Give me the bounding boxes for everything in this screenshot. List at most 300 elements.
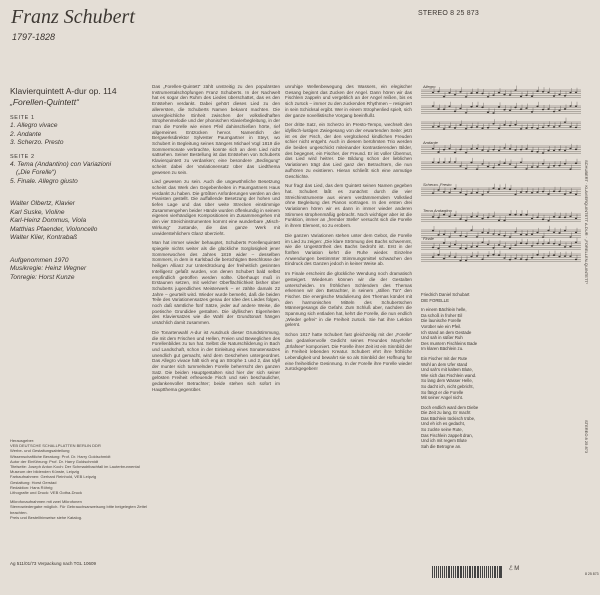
note-head xyxy=(459,218,461,220)
note-head xyxy=(470,246,472,248)
note-head xyxy=(454,231,456,233)
note-head xyxy=(437,234,439,236)
credit-line: Museum der bildenden Künste, Leipzig xyxy=(10,469,80,475)
poem-title: DIE FORELLE xyxy=(421,297,449,303)
poem-line: So lang dem Wasser Helle, xyxy=(421,378,473,384)
note-head xyxy=(536,151,538,153)
poem-line: Und eh ich es gedacht, xyxy=(421,421,465,427)
barcode-bar xyxy=(492,566,494,578)
note-head xyxy=(558,109,560,111)
barcode-bar xyxy=(457,566,459,578)
note-head xyxy=(498,234,500,236)
note-head xyxy=(553,150,555,152)
note-head xyxy=(525,214,527,216)
note-head xyxy=(564,255,566,257)
poem-line: Mit seiner Angel nicht. xyxy=(421,395,464,401)
note-head xyxy=(525,148,527,150)
note-head xyxy=(542,163,544,165)
recording-line: Tonregie: Horst Kunze xyxy=(10,273,75,281)
note-head xyxy=(509,148,511,150)
note-head xyxy=(498,164,500,166)
composer-years: 1797-1828 xyxy=(12,32,56,42)
note-head xyxy=(437,254,439,256)
note-head xyxy=(553,216,555,218)
note-head xyxy=(536,166,538,168)
note-head xyxy=(553,111,555,113)
barcode-bar xyxy=(460,566,461,578)
note-head xyxy=(531,111,533,113)
credit-line: Preis und Bestellhinweise siehe Katalog. xyxy=(10,514,83,520)
note-head xyxy=(481,194,483,196)
note-head xyxy=(443,258,445,260)
publisher-credits xyxy=(10,438,148,520)
barcode-bar xyxy=(494,566,496,578)
note-head xyxy=(558,149,560,151)
note-head xyxy=(454,152,456,154)
score-label: Finale xyxy=(423,236,434,241)
barcode-bar xyxy=(436,566,437,578)
note-head xyxy=(569,215,571,217)
poem-line: Im klaren Bächlein zu. xyxy=(421,346,464,352)
note-head xyxy=(520,108,522,110)
barcode-bar xyxy=(480,566,482,578)
note-head xyxy=(520,214,522,216)
note-head xyxy=(459,91,461,93)
note-head xyxy=(448,105,450,107)
note-head xyxy=(514,214,516,216)
recording-line: Musikregie: Heinz Wegner xyxy=(10,265,87,272)
note-head xyxy=(481,218,483,220)
note-head xyxy=(443,96,445,98)
barcode-bar xyxy=(467,566,468,578)
track-list-column xyxy=(10,86,142,282)
note-head xyxy=(503,235,505,237)
note-head xyxy=(487,243,489,245)
note-head xyxy=(569,148,571,150)
note-head xyxy=(575,149,577,151)
note-head xyxy=(454,111,456,113)
side-catalog-number: 8 25 873 xyxy=(585,572,599,576)
note-head xyxy=(542,127,544,129)
note-head xyxy=(454,256,456,258)
note-head xyxy=(465,128,467,130)
note-head xyxy=(509,236,511,238)
note-head xyxy=(498,254,500,256)
note-head xyxy=(432,247,434,249)
note-head xyxy=(487,255,489,257)
note-head xyxy=(492,187,494,189)
barcode-bar xyxy=(474,566,475,578)
note-head xyxy=(520,258,522,260)
note-head xyxy=(476,92,478,94)
note-head xyxy=(487,96,489,98)
note-head xyxy=(564,150,566,152)
note-head xyxy=(525,243,527,245)
movement: 3. Scherzo. Presto xyxy=(10,139,64,146)
note-head xyxy=(498,127,500,129)
note-head xyxy=(509,189,511,191)
note-head xyxy=(547,125,549,127)
note-head xyxy=(448,215,450,217)
score-label: Andante xyxy=(423,140,438,145)
note-head xyxy=(487,127,489,129)
note-head xyxy=(454,214,456,216)
note-head xyxy=(498,92,500,94)
note-head xyxy=(514,258,516,260)
credit-line: Mikrofonaufnahmen mit zwei Mikrofonen xyxy=(10,499,82,505)
note-head xyxy=(525,234,527,236)
note-head xyxy=(492,247,494,249)
performer: Walter Olbertz, Klavier xyxy=(10,200,75,207)
note-head xyxy=(481,106,483,108)
performer: Matthias Pfaender, Violoncello xyxy=(10,225,98,233)
note-head xyxy=(514,231,516,233)
poem-stanza xyxy=(421,307,511,352)
note-head xyxy=(465,236,467,238)
poem-line: Ich stand an dem Gestade xyxy=(421,329,472,335)
note-head xyxy=(476,246,478,248)
note-head xyxy=(437,108,439,110)
note-head xyxy=(569,92,571,94)
note-head xyxy=(454,244,456,246)
poem-line: So fängt er die Forelle xyxy=(421,389,464,395)
note-head xyxy=(459,192,461,194)
barcode-bar xyxy=(451,566,452,578)
note-head xyxy=(465,260,467,262)
note-head xyxy=(443,214,445,216)
barcode-bar xyxy=(463,566,464,578)
note-head xyxy=(514,166,516,168)
composer-name: Franz Schubert xyxy=(11,6,135,28)
barcode-bar xyxy=(446,566,448,578)
note-head xyxy=(536,128,538,130)
note-head xyxy=(470,148,472,150)
credit-line: VEB DEUTSCHE SCHALLPLATTEN BERLIN DDR xyxy=(10,443,101,449)
note-head xyxy=(558,165,560,167)
liner-paragraph: Schon 1817 hatte Schubert fast gleichzeitig mit der „Forelle“ das gedankenvolle Gedicht seines Freundes Mayrhofer „Erlafsee“ komponiert. Die Forelle ihrer Zeit ist ein Sinnbild der in Freiheit lebenden Kreatur. Schubert ehrt ihre fröhliche Lebendigkeit und bewahrt sie so als Sinnbild der Hoffnung für eine freiheitliche Gesinnung. In der Forelle ihre Forelle wieder zurückgegeben! xyxy=(285,332,412,372)
barcode-bar xyxy=(432,566,433,578)
note-head xyxy=(432,192,434,194)
note-head xyxy=(520,191,522,193)
poem-stanza xyxy=(421,356,511,401)
note-head xyxy=(498,150,500,152)
note-head xyxy=(569,192,571,194)
note-head xyxy=(448,192,450,194)
note-head xyxy=(437,189,439,191)
note-head xyxy=(476,148,478,150)
note-head xyxy=(531,127,533,129)
note-head xyxy=(492,167,494,169)
note-head xyxy=(547,242,549,244)
note-head xyxy=(443,128,445,130)
credit-line: Lithografie und Druck: VEB Gotha-Druck xyxy=(10,490,83,496)
note-head xyxy=(487,166,489,168)
poem-author: Friedrich Daniel Schubart xyxy=(421,292,470,297)
note-head xyxy=(476,168,478,170)
note-head xyxy=(465,112,467,114)
liner-paragraph: unruhige Wellenbewegung des Wassers, ein elegischer Gesang beginnt das Zucken der Angel. Dann hören wir das Fischlein zappeln und vergeblich an der Angel reißen, bis es sich zurück – immer zu den zuckenden Rhythmen – resigniert in sein Schicksal ergibt. Wer in einem Strophenlied spielt, sich der ganze novellistische Vorgang beeinflußt. xyxy=(285,84,412,118)
note-head xyxy=(547,92,549,94)
note-head xyxy=(531,192,533,194)
credit-line: Redaktion: Hans Röhrig xyxy=(10,484,53,490)
note-head xyxy=(542,91,544,93)
barcode-bar xyxy=(484,566,485,578)
performers xyxy=(10,200,142,243)
note-head xyxy=(536,216,538,218)
note-head xyxy=(514,194,516,196)
credit-line: Herausgeber: xyxy=(10,438,35,443)
note-head xyxy=(525,168,527,170)
note-head xyxy=(558,232,560,234)
note-head xyxy=(503,257,505,259)
note-head xyxy=(492,254,494,256)
performer: Karl-Heinz Dommus, Viola xyxy=(10,217,87,224)
note-head xyxy=(492,112,494,114)
note-head xyxy=(492,149,494,151)
note-head xyxy=(542,191,544,193)
note-head xyxy=(465,96,467,98)
note-head xyxy=(465,248,467,250)
poem-line: Ein Fischer mit der Rute xyxy=(421,355,468,361)
note-head xyxy=(536,191,538,193)
note-head xyxy=(498,220,500,222)
liner-paragraph: Im Finale erscheint die glückliche Wendung noch dramatisch gesteigert. Wiederum können wir die der Gestalten unterscheiden. Im fröhlichen Schlendern des Themas erkennen wir den Betrachter, in seinem „stillen Ton“ den Fischer. Die energische Modulierung des Themas kündet mit den harmonischen Mitteln des Schubertschen Männergesangs die Gefahr. Zum Schluß aber, nachdem die Spannung sich entladen hat, kehrt die Forelle, die nun endlich „Wieder gefrei“ in die Freiheit zurück. Sie hat ihre Lektion gelernt. xyxy=(285,271,412,328)
barcode-bar xyxy=(465,566,467,578)
note-head xyxy=(454,127,456,129)
note-head xyxy=(454,188,456,190)
note-head xyxy=(553,95,555,97)
note-head xyxy=(564,193,566,195)
note-head xyxy=(476,255,478,257)
barcode-bar xyxy=(442,566,444,578)
note-head xyxy=(575,241,577,243)
note-head xyxy=(564,246,566,248)
note-head xyxy=(481,241,483,243)
note-head xyxy=(459,108,461,110)
note-head xyxy=(448,148,450,150)
note-head xyxy=(553,126,555,128)
barcode-bar xyxy=(455,566,457,578)
note-head xyxy=(470,216,472,218)
catalog-line: Ag 511/01/73 Verpackung nach TGL 10609 xyxy=(10,561,96,566)
poem xyxy=(421,292,511,453)
side-label: SEITE 1 xyxy=(10,115,35,121)
note-head xyxy=(536,254,538,256)
note-head xyxy=(542,109,544,111)
note-head xyxy=(476,215,478,217)
barcode-bar xyxy=(469,566,471,578)
note-head xyxy=(542,257,544,259)
note-head xyxy=(542,236,544,238)
barcode-bar xyxy=(499,566,500,578)
score-label: Tema Andantino xyxy=(423,208,452,213)
barcode-bar xyxy=(475,566,476,578)
note-head xyxy=(509,125,511,127)
note-head xyxy=(531,218,533,220)
poem-line: Des muntern Fischleins Bade xyxy=(421,340,478,346)
barcode-bar xyxy=(500,566,502,578)
note-head xyxy=(437,248,439,250)
note-head xyxy=(487,232,489,234)
work-subtitle: „Forellen-Quintett“ xyxy=(10,97,79,107)
note-head xyxy=(575,127,577,129)
liner-paragraph: Man hat immer wieder behauptet, Schuberts Forellenquintett spiegele nichts weiter als die glückliche Sorglosigkeit jener Sommerwochen des Jahres 1819 wider – desselben Sommers, in dem in Karlsbad die berüchtigten Beschlüsse der heiligen Allianz zur Unterdrückung der freiheitlich gesinnten Intelligenz gefaßt wurden, von denen Schubert bald selbst empfindlich getroffen werden sollte. Überhaupt muß in Erstaunen setzen, mit welcher Oberflächlichkeit bisher über Schuberts jugendliches Meisterwerk – er zählte damals 22 Jahre – geurteilt wird. Wieder wurde bemerkt, daß die beiden Teile des Variationensatzes genau der Idee des Liedes folgen, noch daß sämtliche fünf Sätze, jeder auf andere Weise, die poetische Grundidee gestalten. Die idyllischen Eigenheiten des Klaviersatzes wie die Wahl der Grundtonart hängen ursächlich damit zusammen. xyxy=(152,240,280,326)
note-head xyxy=(459,165,461,167)
movement: 5. Finale. Allegro giusto xyxy=(10,177,78,185)
poem-line: Das Bächlein tückisch trübe, xyxy=(421,415,476,421)
note-head xyxy=(536,243,538,245)
note-head xyxy=(448,246,450,248)
recording-info xyxy=(10,257,142,283)
note-head xyxy=(525,94,527,96)
note-head xyxy=(448,255,450,257)
note-head xyxy=(459,260,461,262)
note-head xyxy=(575,218,577,220)
note-head xyxy=(564,217,566,219)
barcode-bar xyxy=(482,566,483,578)
note-head xyxy=(481,127,483,129)
note-head xyxy=(575,162,577,164)
note-head xyxy=(564,108,566,110)
note-head xyxy=(470,192,472,194)
note-head xyxy=(481,232,483,234)
note-head xyxy=(558,125,560,127)
note-head xyxy=(547,108,549,110)
note-head xyxy=(564,95,566,97)
note-head xyxy=(520,161,522,163)
note-head xyxy=(514,244,516,246)
note-head xyxy=(553,165,555,167)
note-head xyxy=(531,166,533,168)
liner-paragraph: Nur fragt das Lied, das dem Quintett seinen Namen gegeben hat. Schubert läßt es zunächst durch die vier Streichinstrumente aus einem verdämmerndem Volkslied ohne Begleitung des Pianos vortragen. In den ersten drei Variationen hören wir es dann in immer wieder anderen Stimmen strophenmäßig gebracht. Noch wichtiger aber ist die Funktion, immer an „fremder Stelle“ versucht sich die Forelle in ihrem Element, so zu erobern. xyxy=(285,183,412,229)
barcode-bar xyxy=(472,566,473,578)
note-head xyxy=(498,244,500,246)
note-head xyxy=(520,149,522,151)
note-head xyxy=(553,231,555,233)
recording-line: Aufgenommen 1970 xyxy=(10,256,69,264)
note-head xyxy=(547,150,549,152)
note-head xyxy=(525,127,527,129)
note-head xyxy=(459,124,461,126)
note-head xyxy=(514,107,516,109)
barcode-bar xyxy=(486,566,488,578)
note-head xyxy=(569,105,571,107)
note-head xyxy=(432,216,434,218)
note-head xyxy=(520,242,522,244)
poem-line: Da schoß in froher Eil xyxy=(421,312,463,318)
note-head xyxy=(575,91,577,93)
note-head xyxy=(437,91,439,93)
liner-notes-column-2 xyxy=(285,84,412,570)
note-head xyxy=(481,258,483,260)
note-head xyxy=(432,92,434,94)
note-head xyxy=(465,194,467,196)
note-head xyxy=(536,106,538,108)
note-head xyxy=(542,219,544,221)
note-head xyxy=(503,187,505,189)
note-head xyxy=(492,215,494,217)
note-head xyxy=(509,163,511,165)
liner-notes-column-1 xyxy=(152,84,280,570)
note-head xyxy=(476,105,478,107)
note-head xyxy=(498,106,500,108)
poem-line: Die launische Forelle xyxy=(421,318,462,324)
note-head xyxy=(454,161,456,163)
note-head xyxy=(575,105,577,107)
note-head xyxy=(503,124,505,126)
note-head xyxy=(503,147,505,149)
note-head xyxy=(503,162,505,164)
note-head xyxy=(481,93,483,95)
note-head xyxy=(542,152,544,154)
note-head xyxy=(553,243,555,245)
spine-label: STEREO 8 25 873 xyxy=(584,420,589,454)
note-head xyxy=(498,188,500,190)
liner-paragraph: Die Tonartenwahl A-dur ist Ausdruck dieser Grundstimmung, die mit dem Frischen und Hellen, Freien und Beweglichen des Forellenbildes zu tun hat. Selbst die Naturschilderung in Bach und Landschaft, schon in der Einleitung eines Sonatensatzes unendlich gut gemacht, wird dem Geschehen untergeordnet. Das Allegro vivace hält sich eng an Strophe 1 und 2, das Idyll der munter sich tummelnden Forelle beherrscht den ganzen Satz. Die beiden Hauptgestalten sind hier der sich seiner gelösten Freiheit erfreuende Fisch und sein beschaulicher, gedankenvoller Betrachter; beide stehen sich sofort im Hauptthema gegenüber. xyxy=(152,329,280,392)
poem-line: Und ich mit regem Blute xyxy=(421,438,467,444)
note-head xyxy=(558,256,560,258)
note-head xyxy=(564,230,566,232)
note-head xyxy=(509,109,511,111)
note-head xyxy=(569,168,571,170)
note-head xyxy=(487,150,489,152)
note-head xyxy=(547,230,549,232)
note-head xyxy=(536,90,538,92)
note-head xyxy=(432,230,434,232)
barcode-bar xyxy=(448,566,450,578)
note-head xyxy=(470,127,472,129)
note-head xyxy=(503,109,505,111)
note-head xyxy=(531,233,533,235)
note-head xyxy=(487,217,489,219)
note-head xyxy=(569,236,571,238)
music-score-excerpts xyxy=(421,82,581,268)
note-head xyxy=(569,246,571,248)
barcode-bar xyxy=(488,566,489,578)
note-head xyxy=(454,94,456,96)
note-head xyxy=(509,214,511,216)
note-head xyxy=(437,217,439,219)
catalog-number: STEREO 8 25 873 xyxy=(418,10,479,17)
poem-line: Wohl an dem Ufer stand xyxy=(421,361,468,367)
note-head xyxy=(470,92,472,94)
credit-line: Werbe- und Gestaltungsabteilung xyxy=(10,448,70,454)
performer: Walter Klier, Kontrabaß xyxy=(10,234,78,241)
barcode-bar xyxy=(477,566,479,578)
note-head xyxy=(558,94,560,96)
note-head xyxy=(575,259,577,261)
note-head xyxy=(492,233,494,235)
performer: Karl Suske, Violine xyxy=(10,208,65,216)
note-head xyxy=(558,191,560,193)
note-head xyxy=(432,162,434,164)
barcode-bar xyxy=(434,566,436,578)
note-head xyxy=(503,94,505,96)
score-label: Allegro xyxy=(423,84,436,89)
note-head xyxy=(448,126,450,128)
note-head xyxy=(432,256,434,258)
note-head xyxy=(437,151,439,153)
note-head xyxy=(459,235,461,237)
note-head xyxy=(476,236,478,238)
note-head xyxy=(514,124,516,126)
note-head xyxy=(514,89,516,91)
note-head xyxy=(487,191,489,193)
note-head xyxy=(437,162,439,164)
liner-paragraph: Lied gewesen zu sein. Auch die ungewöhnliche Besetzung scheint das Werk den Gegebenheiten in Paumgartners Haus verdankt zu haben. Die größten Anforderungen werden an den Pianisten gestellt. Die auffallende Besetzung der hohen und tiefen Lage und das über weite Strecken einstimmige Zusammengehen beider Hände wurden offenkundig in seinem eigenen vierhändigen Kompositionen im Zusammengehen mit den vier Streichinstrumenten kommt eine wunderbare „Misch-Wirkung“ zustande, die das ganze Werk mit unwiderstehlichem Glanz überzieht. xyxy=(152,179,280,236)
barcode-bar xyxy=(444,566,445,578)
note-head xyxy=(525,107,527,109)
